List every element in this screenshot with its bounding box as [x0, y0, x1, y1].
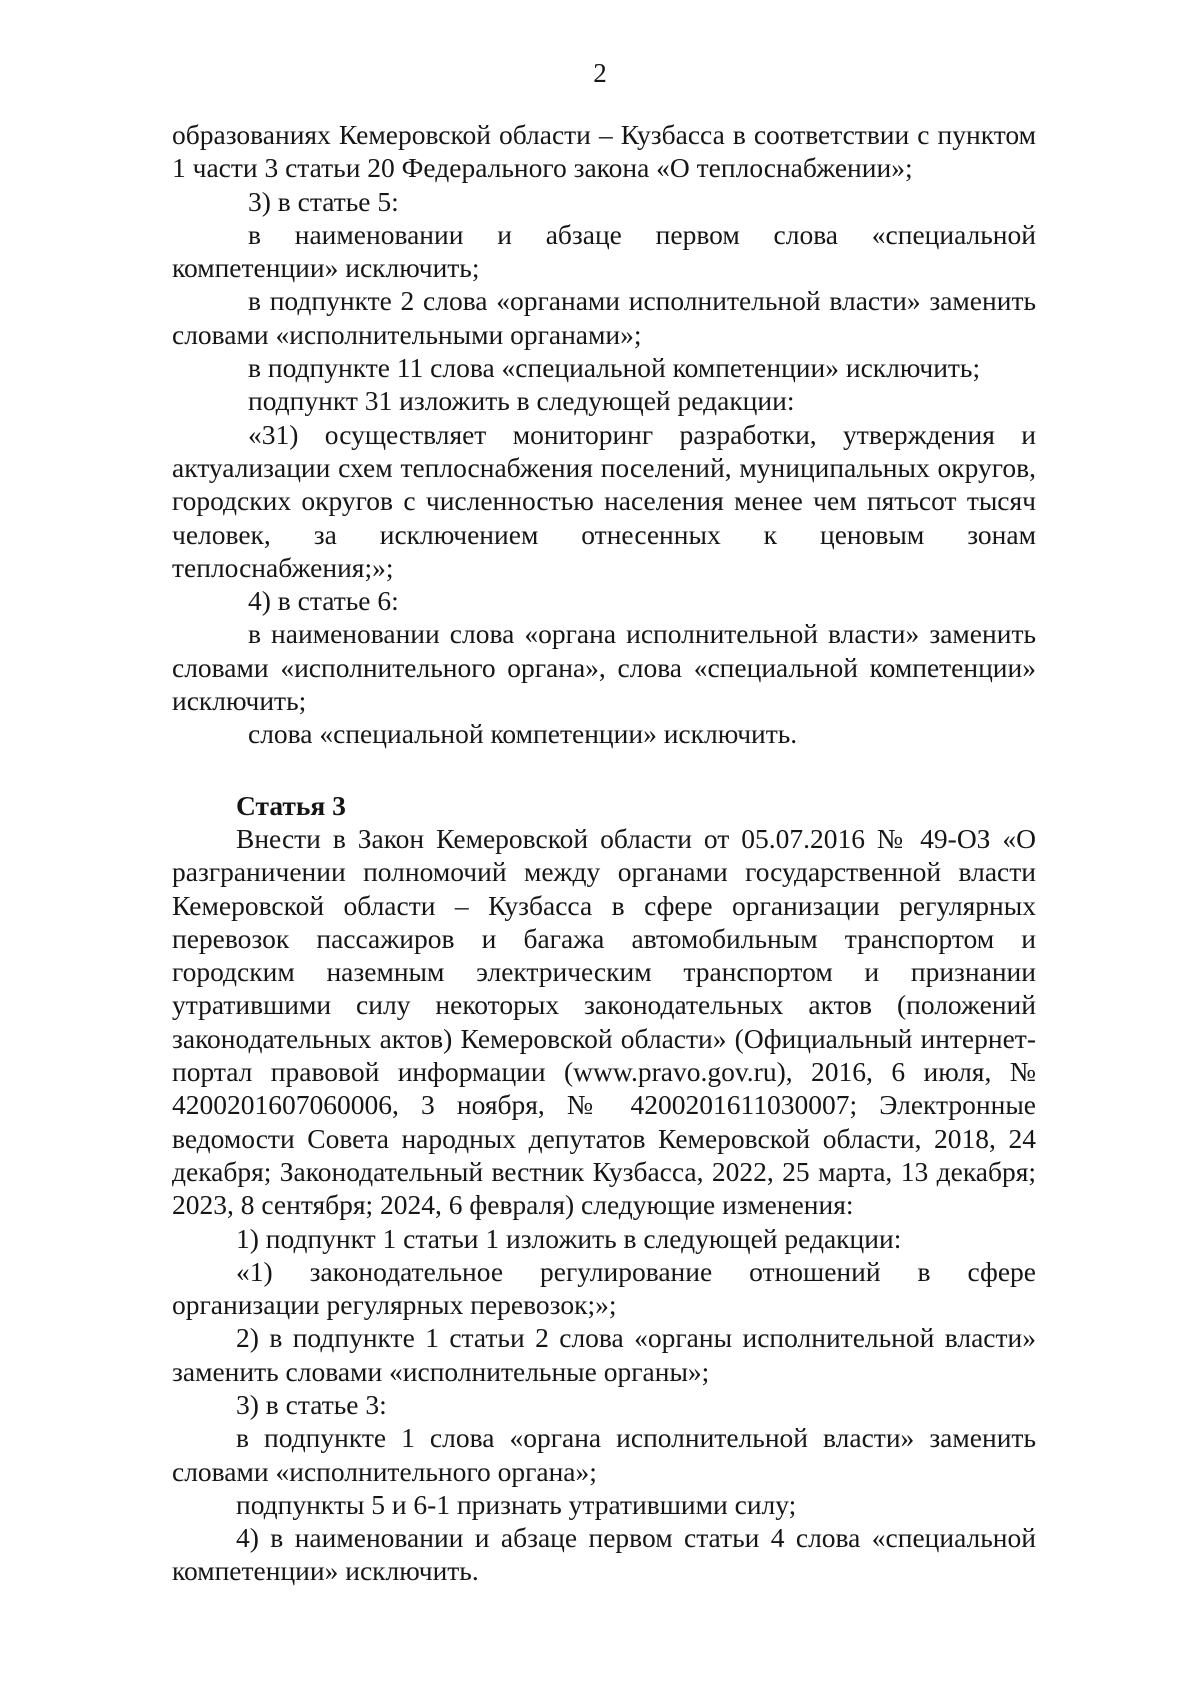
page-number: 2 — [593, 58, 607, 88]
article-heading: Статья 3 — [236, 789, 346, 821]
paragraph: в наименовании слова «органа исполнительной власти» заменить словами «исполнительного органа», слова «специальной компетенции» исключить; — [172, 618, 1036, 717]
paragraph: Внести в Закон Кемеровской области от 05.07.2016 № 49-ОЗ «О разграничении полномочий между органами государственной власти Кемеровской области – Кузбасса в сфере организации регулярных перевозок пассажиров и багажа автомобильным транспортом и городским наземным электрическим транспортом и признании утратившими силу некоторых законодательных актов (положений законодательных актов) Кемеровской области» (Официальный интернет-портал правовой информации (www.pravo.gov.ru), 2016, 6 июля, № 4200201607060006, 3 ноября, № 4200201611030007; Электронные ведомости Совета народных депутатов Кемеровской области, 2018, 24 декабря; Законодательный вестник Кузбасса, 2022, 25 марта, 13 декабря; 2023, 8 сентября; 2024, 6 февраля) следующие изменения: — [172, 822, 1036, 1221]
paragraph: «31) осуществляет мониторинг разработки, утверждения и актуализации схем теплоснабжения поселений, муниципальных округов, городских округов с численностью населения менее чем пятьсот тысяч человек, за исключением отнесенных к ценовым зонам теплоснабжения;»; — [172, 418, 1036, 583]
paragraph: 1) подпункт 1 статьи 1 изложить в следующей редакции: — [236, 1222, 902, 1254]
paragraph: подпункты 5 и 6-1 признать утратившими силу; — [236, 1488, 797, 1520]
paragraph: в наименовании и абзаце первом слова «специальной компетенции» исключить; — [172, 218, 1036, 284]
paragraph: 2) в подпункте 1 статьи 2 слова «органы исполнительной власти» заменить словами «исполнительные органы»; — [172, 1322, 1036, 1387]
paragraph: образованиях Кемеровской области – Кузбасса в соответствии с пунктом 1 части 3 статьи 20 Федерального закона «О теплоснабжении»; — [172, 119, 1036, 184]
paragraph: 4) в статье 6: — [248, 585, 399, 617]
paragraph: 3) в статье 3: — [236, 1388, 387, 1420]
paragraph: слова «специальной компетенции» исключить. — [248, 718, 798, 750]
paragraph: в подпункте 2 слова «органами исполнительной власти» заменить словами «исполнительными органами»; — [172, 285, 1036, 350]
document-body — [172, 118, 1036, 1588]
paragraph: «1) законодательное регулирование отношений в сфере организации регулярных перевозок;»; — [172, 1255, 1036, 1321]
paragraph: в подпункте 1 слова «органа исполнительной власти» заменить словами «исполнительного органа»; — [172, 1422, 1036, 1487]
paragraph: 4) в наименовании и абзаце первом статьи 4 слова «специальной компетенции» исключить. — [172, 1522, 1036, 1587]
paragraph: в подпункте 11 слова «специальной компетенции» исключить; — [248, 352, 981, 384]
paragraph: подпункт 31 изложить в следующей редакции: — [248, 385, 795, 417]
paragraph: 3) в статье 5: — [248, 185, 399, 217]
